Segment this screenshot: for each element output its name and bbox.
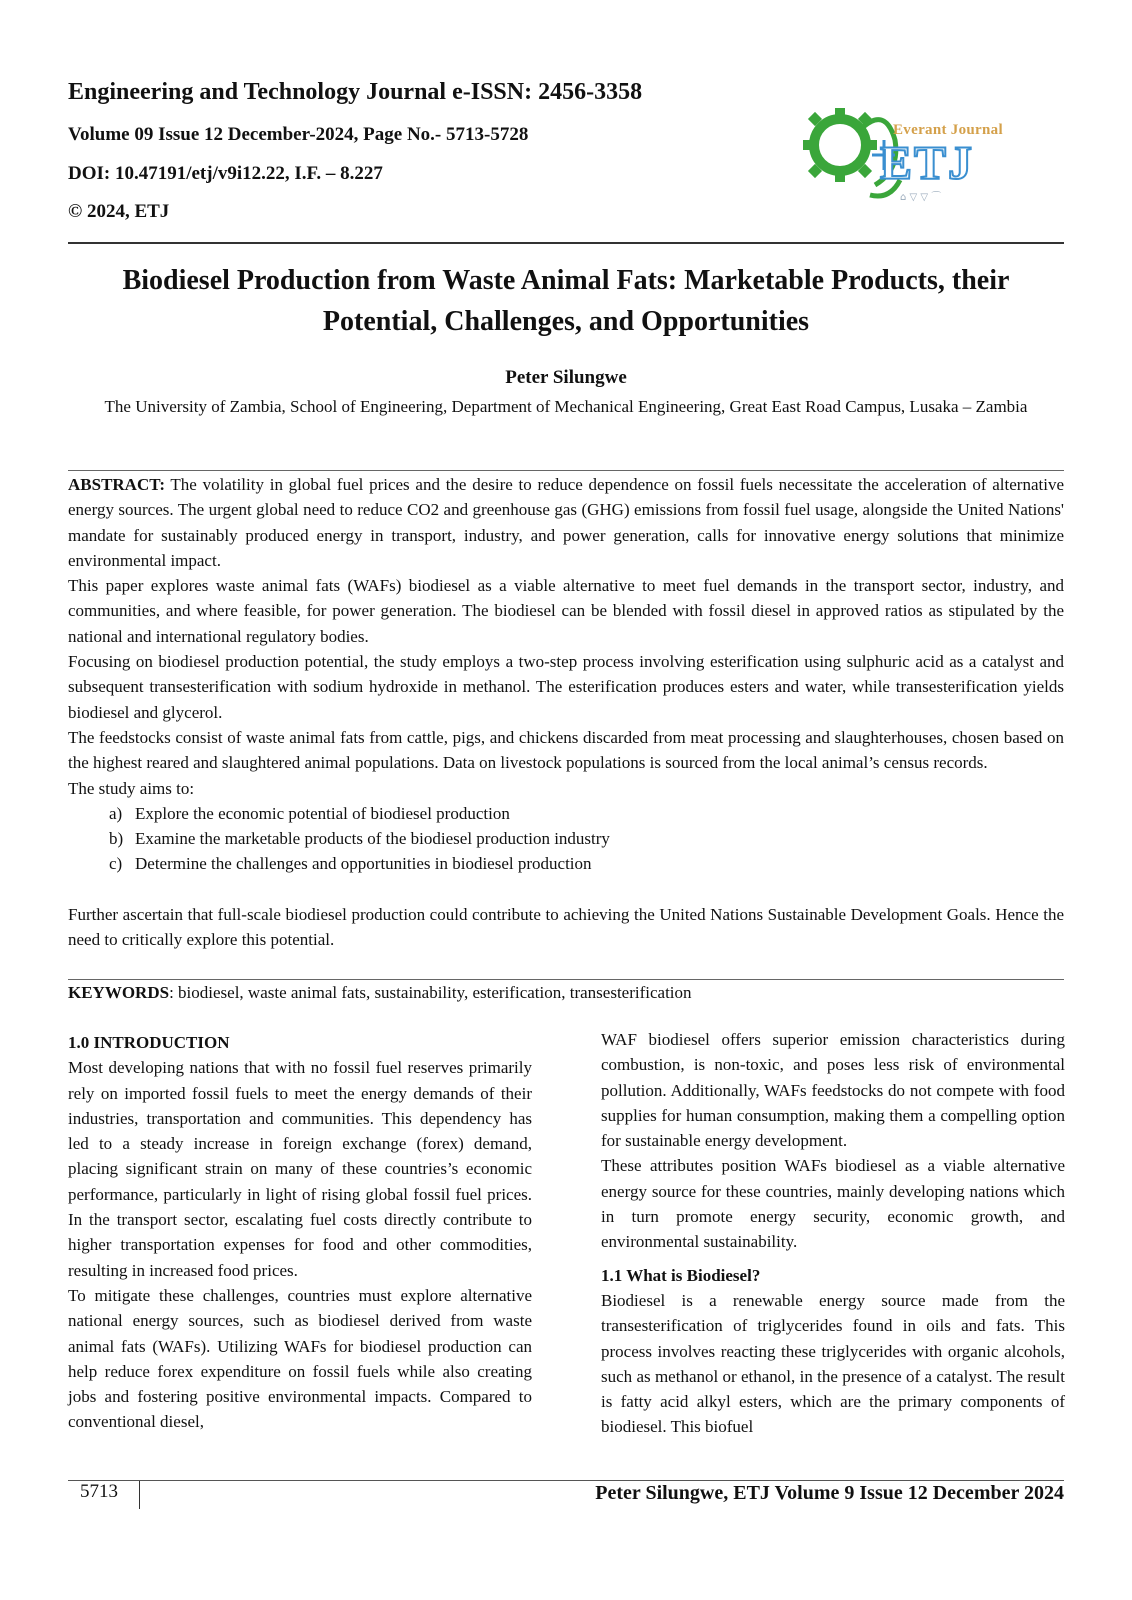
list-item: a) Explore the economic potential of biodiesel production [109,803,510,823]
author-affiliation: The University of Zambia, School of Engineering, Department of Mechanical Engineering, Great East Road Campus, Lusaka – Zambia [104,397,1028,416]
abstract-section [68,472,1064,952]
abstract-paragraph: This paper explores waste animal fats (WAFs) biodiesel as a viable alternative to meet fuel demands in the transport sector, industry, and communities, and where feasible, for power generation. The biodiesel can be blended with fossil diesel in approved ratios as stipulated by the national and international regulatory bodies. [68,576,1064,646]
list-item: b) Examine the marketable products of the biodiesel production industry [109,829,610,849]
body-paragraph: Biodiesel is a renewable energy source made from the transesterification of triglycerides found in oils and fats. This process involves reacting these triglycerides with organic alcohols, such as methanol or ethanol, in the presence of a catalyst. The result is fatty acid alkyl esters, which are the primary components of biodiesel. This biofuel [601,1290,1065,1437]
left-column [68,1030,532,1435]
abstract-label: ABSTRACT: [68,475,165,494]
subsection-heading: 1.1 What is Biodiesel? [601,1265,761,1285]
body-paragraph: These attributes position WAFs biodiesel as a viable alternative energy source for these countries, mainly developing nations which in turn promote energy security, economic growth, and environmental sustainability. [601,1156,1065,1252]
body-paragraph: To mitigate these challenges, countries must explore alternative national energy sources, such as biodiesel derived from waste animal fats (WAFs). Utilizing WAFs for biodiesel production can help reduce forex expenditure on fossil fuels while also creating jobs and fostering positive environmental impacts. Compared to conventional diesel, [68,1285,532,1432]
journal-name: Engineering and Technology Journal e-ISSN: 2456-3358 [68,79,643,105]
aims-intro: The study aims to: [68,778,195,798]
keywords-line [68,980,1064,1005]
aims-list [68,801,1064,877]
page-number: 5713 [80,1481,118,1502]
article-title: Biodiesel Production from Waste Animal Fats: Marketable Products, their Potential, Challenges, and Opportunities [122,265,1010,337]
svg-text:⌂ ▽ ▽ ⌒: ⌂ ▽ ▽ ⌒ [900,192,942,203]
keywords-text: : biodiesel, waste animal fats, sustainability, esterification, transesterification [169,983,692,1002]
body-paragraph: Most developing nations that with no fossil fuel reserves primarily rely on imported fossil fuels to meet the energy demands of their industries, transportation and communities. This dependency has led to a steady increase in foreign exchange (forex) demand, placing significant strain on many of these countries’s economic performance, particularly in light of rising global fossil fuel prices. In the transport sector, escalating fuel costs directly contribute to higher transportation expenses for food and other commodities, resulting in increased food prices. [68,1058,532,1280]
author-name: Peter Silungwe [505,367,627,388]
copyright: © 2024, ETJ [68,201,170,222]
abstract-top-divider [68,470,1064,471]
header-divider [68,242,1064,244]
keywords-label: KEYWORDS [68,983,170,1002]
body-paragraph: WAF biodiesel offers superior emission characteristics during combustion, is non-toxic, and poses less risk of environmental pollution. Additionally, WAFs feedstocks do not compete with food supplies for human consumption, making them a compelling option for sustainable energy development. [601,1030,1065,1151]
volume-info: Volume 09 Issue 12 December-2024, Page No.- 5713-5728 [68,124,529,145]
abstract-paragraph: ABSTRACT: The volatility in global fuel prices and the desire to reduce dependence on fossil fuels necessitate the acceleration of alternative energy sources. The urgent global need to reduce CO2 and greenhouse gas (GHG) emissions from fossil fuel usage, alongside the United Nations' mandate for sustainably produced energy in transport, industry, and power generation, calls for innovative energy solutions that minimize environmental impact. [68,475,1064,570]
abstract-paragraph: Focusing on biodiesel production potential, the study employs a two-step process involving esterification using sulphuric acid as a catalyst and subsequent transesterification with sodium hydroxide in methanol. The esterification produces esters and water, while transesterification yields biodiesel and glycerol. [68,652,1064,722]
section-heading: 1.0 INTRODUCTION [68,1033,230,1052]
logo-etj-mark: ETJ [880,137,975,190]
abstract-paragraph: Further ascertain that full-scale biodiesel production could contribute to achieving the United Nations Sustainable Development Goals. Hence the need to critically explore this potential. [68,904,1064,950]
doi-info: DOI: 10.47191/etj/v9i12.22, I.F. – 8.227 [68,163,383,184]
list-item: c) Determine the challenges and opportunities in biodiesel production [109,854,592,874]
page-number-separator [139,1481,140,1509]
gear-icon [803,108,877,182]
right-column [601,1027,1065,1440]
footer-citation: Peter Silungwe, ETJ Volume 9 Issue 12 December 2024 [595,1482,1064,1504]
abstract-paragraph: The feedstocks consist of waste animal fats from cattle, pigs, and chickens discarded from meat processing and slaughterhouses, chosen based on the highest reared and slaughtered animal populations. Data on livestock populations is sourced from the local animal’s census records. [68,727,1064,773]
logo-caption: Everant Journal [893,122,1003,138]
footer-divider [68,1480,1064,1481]
